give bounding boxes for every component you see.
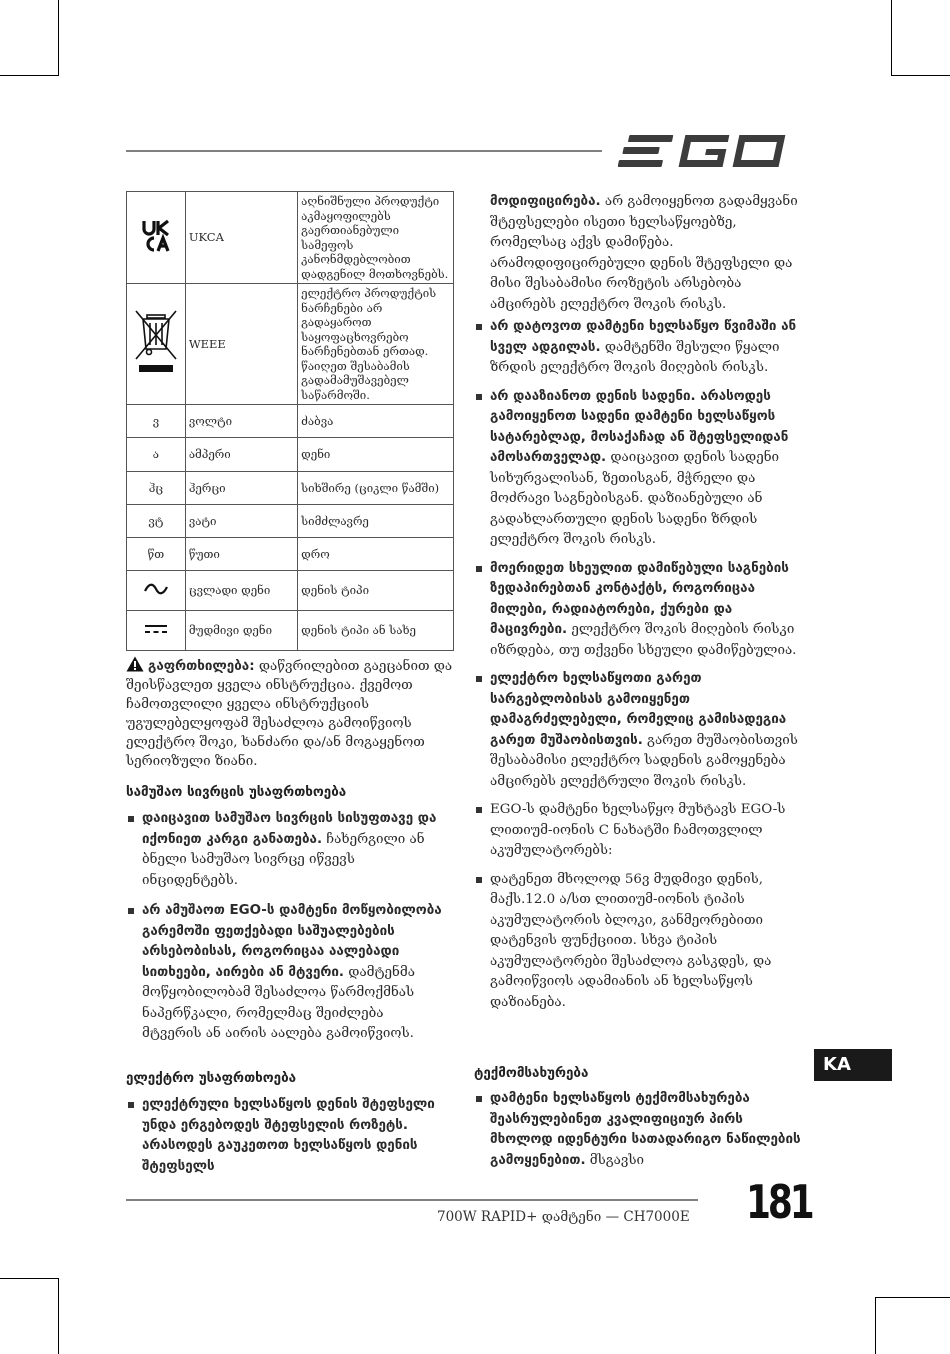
warning-icon bbox=[126, 656, 144, 672]
ac-icon bbox=[127, 571, 186, 611]
list-item: EGO-ს დამტენი ხელსაწყო მუხტავს EGO-ს ლითიუმ-იონის C ნახატში ჩამოთვლილ აკუმულატორებს: bbox=[474, 800, 810, 862]
table-row bbox=[127, 284, 454, 405]
work-area-list bbox=[126, 809, 446, 1045]
footer-rule bbox=[126, 1199, 698, 1201]
weee-icon bbox=[127, 284, 186, 405]
crop-mark bbox=[0, 75, 59, 76]
symbol-name: ჰერცი bbox=[185, 472, 297, 505]
ukca-icon bbox=[127, 192, 186, 284]
symbol-desc: ძაბვა bbox=[298, 405, 454, 438]
table-row bbox=[127, 405, 454, 438]
section-heading: ელექტრო უსაფრთხოება bbox=[126, 1071, 297, 1086]
section-heading: სამუშაო სივრცის უსაფრთხოება bbox=[126, 785, 347, 800]
continued-paragraph: მოდიფიცირება. არ გამოიყენოთ გადამყვანი შტეფსელები ისეთი ხელსაწყოებზე, რომელსაც აქვს დამიწება. არამოდიფიცირებული დენის შტეფსელი და მისი შესაბამისი როზეტის არსებობა ამცირებს ელექტრო შოკის რისკს. bbox=[490, 194, 798, 312]
symbol-desc: დენის ტიპი bbox=[298, 571, 454, 611]
symbol-name: WEEE bbox=[185, 284, 297, 405]
list-item: მოერიდეთ სხეულით დამიწებული საგნების ზედაპირებთან კონტაქტს, როგორიცაა მილები, რადიატორები, ქურები და მაცივრები. ელექტრო შოკის მიღების რისკი იზრდება, თუ თქვენი სხეული დამიწებულია. bbox=[474, 559, 810, 662]
symbol-desc: დენის ტიპი ან სახე bbox=[298, 611, 454, 651]
table-row bbox=[127, 192, 454, 284]
table-row bbox=[127, 611, 454, 651]
crop-mark bbox=[58, 0, 59, 76]
electrical-list-continued bbox=[474, 317, 810, 1013]
symbol-name: ვატი bbox=[185, 505, 297, 538]
symbol-name: მუდმივი დენი bbox=[185, 611, 297, 651]
symbol-name: ვოლტი bbox=[185, 405, 297, 438]
table-row bbox=[127, 438, 454, 472]
symbol-desc: სიხშირე (ციკლი წამში) bbox=[298, 472, 454, 505]
crop-mark bbox=[891, 75, 950, 76]
symbols-table bbox=[126, 191, 454, 651]
crop-mark bbox=[891, 0, 892, 76]
table-row bbox=[127, 505, 454, 538]
symbol-desc: აღნიშნული პროდუქტი აკმაყოფილებს გაერთიანებული სამეფოს კანონმდებლობით დადგენილ მოთხოვნებს. bbox=[298, 192, 454, 284]
table-row bbox=[127, 571, 454, 611]
symbol-desc: ელექტრო პროდუქტის ნარჩენები არ გადაყაროთ საყოფაცხოვრებო ნარჩენებთან ერთად. წაიღეთ შესაბამის გადამამუშავებელ საწარმოში. bbox=[298, 284, 454, 405]
list-item: დატენეთ მხოლოდ 56ვ მუდმივი დენის, მაქს.12.0 ა/სთ ლითიუმ-იონის ტიპის აკუმულატორის ბლოკი, განმეორებითი დატენვის ფუნქციით. სხვა ტიპის აკუმულატორები შესაძლოა გასკდეს, და გამოიწვიოს ადამიანის ან ხელსაწყოს დაზიანება. bbox=[474, 870, 810, 1014]
electrical-list bbox=[126, 1095, 446, 1177]
list-item: ელექტრო ხელსაწყოთი გარეთ სარგებლობისას გამოიყენეთ დამაგრძელებელი, რომელიც გამისადეგია გარეთ მუშაობისთვის. გარეთ მუშაობისთვის შესაბამისი ელექტრო სადენის გამოყენება ამცირებს ელექტრული შოკის რისკს. bbox=[474, 669, 810, 792]
table-row bbox=[127, 538, 454, 571]
crop-mark bbox=[0, 1278, 59, 1279]
language-tab: KA bbox=[814, 1049, 892, 1081]
symbol-name: UKCA bbox=[185, 192, 297, 284]
symbol-name: ამპერი bbox=[185, 438, 297, 472]
symbol-text: ვტ bbox=[127, 505, 186, 538]
warning-text: დაწვრილებით გაეცანით და შეისწავლეთ ყველა ინსტრუქცია. ქვემოთ ჩამოთვლილი ყველა ინსტრუქციის უგულებელყოფამ შესაძლოა გამოიწვიოს ელექტრო შოკი, ხანძარი და/ან მოგაყენოთ სერიოზული ზიანი. bbox=[126, 659, 453, 769]
dc-icon bbox=[127, 611, 186, 651]
header-rule bbox=[126, 150, 602, 152]
ego-logo bbox=[618, 132, 800, 170]
section-heading: ტექმომსახურება bbox=[474, 1066, 589, 1081]
crop-mark bbox=[875, 1297, 876, 1354]
crop-mark bbox=[875, 1297, 950, 1298]
symbol-desc: დრო bbox=[298, 538, 454, 571]
list-item: დაიცავით სამუშაო სივრცის სისუფთავე და იქონიეთ კარგი განათება. ჩახერგილი ან ბნელი სამუშაო სივრცე იწვევს ინციდენტებს. bbox=[126, 809, 446, 891]
crop-mark bbox=[58, 1278, 59, 1354]
list-item: არ დააზიანოთ დენის სადენი. არასოდეს გამოიყენოთ სადენი დამტენი ხელსაწყოს სატარებლად, მოსაქაჩად ან შტეფსელიდან ამოსართველად. დაიცავით დენის სადენი სიხურვალისან, ზეთისგან, მჭრელი და მოძრავი საგნებისგან. დაზიანებული ან გადახლართული დენის სადენი ზრდის ელექტრო შოკის რისკს. bbox=[474, 387, 810, 551]
symbol-text: ა bbox=[127, 438, 186, 472]
list-item: ელექტრული ხელსაწყოს დენის შტეფსელი უნდა ერგებოდეს შტეფსელის როზეტს. არასოდეს გაუკეთოთ ხელსაწყოს დენის შტეფსელს bbox=[126, 1095, 446, 1177]
service-list bbox=[474, 1089, 810, 1171]
symbol-text: წთ bbox=[127, 538, 186, 571]
list-item: არ ამუშაოთ EGO-ს დამტენი მოწყობილობა გარემოში ფეთქებადი საშუალებების არსებობისას, როგორიცაა აალებადი სითხეები, აირები ან მტვერი. დამტენმა მოწყობილობამ შესაძლოა წარმოქმნას ნაპერწკალი, რომელმაც შეიძლება მტვერის ან აირის აალება გამოიწვიოს. bbox=[126, 901, 446, 1045]
symbol-desc: სიმძლავრე bbox=[298, 505, 454, 538]
symbol-text: ვ bbox=[127, 405, 186, 438]
warning-paragraph bbox=[126, 656, 456, 771]
page-number: 181 bbox=[746, 1175, 812, 1229]
symbol-name: წუთი bbox=[185, 538, 297, 571]
symbol-text: ჰც bbox=[127, 472, 186, 505]
symbol-name: ცვლადი დენი bbox=[185, 571, 297, 611]
warning-label: გაფრთხილება: bbox=[148, 659, 255, 674]
table-row bbox=[127, 472, 454, 505]
footer-text: 700W RAPID+ დამტენი — CH7000E bbox=[437, 1209, 690, 1225]
list-item: არ დატოვოთ დამტენი ხელსაწყო წვიმაში ან სველ ადგილას. დამტენში შესული წყალი ზრდის ელექტრო შოკის მიღების რისკს. bbox=[474, 317, 810, 379]
symbol-desc: დენი bbox=[298, 438, 454, 472]
list-item: დამტენი ხელსაწყოს ტექმომსახურება შეასრულებინეთ კვალიფიციურ პირს მხოლოდ იდენტური სათადარიგო ნაწილების გამოყენებით. მსგავსი bbox=[474, 1089, 810, 1171]
